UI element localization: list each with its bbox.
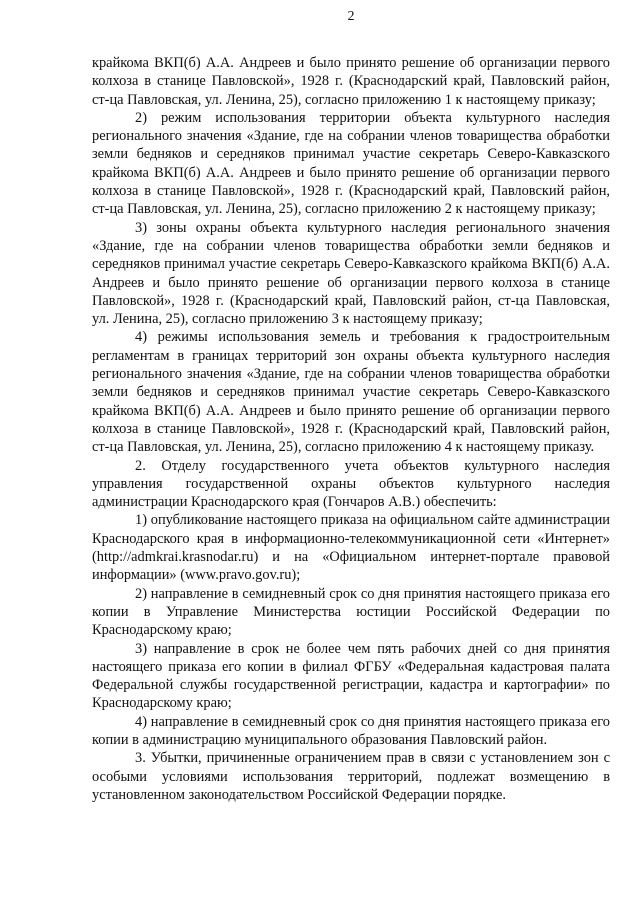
- paragraph-item-3-zones: 3) зоны охраны объекта культурного наследия регионального значения «Здание, где на собрании членов товарищества обработки земли бедняков и середняков принимал участие секретарь Северо-Кавказского крайкома ВКП(б) А.А. Андреев и было принято решение об организации первого колхоза в станице Павловской», 1928 г. (Краснодарский край, Павловский район, ст-ца Павловская, ул. Ленина, 25), согласно приложению 3 к настоящему приказу;: [92, 219, 610, 328]
- paragraph-continuation: крайкома ВКП(б) А.А. Андреев и было принято решение об организации первого колхоза в станице Павловской», 1928 г. (Краснодарский край, Павловский район, ст-ца Павловская, ул. Ленина, 25), согласно приложению 1 к настоящему приказу;: [92, 55, 610, 108]
- paragraph-item-2-regime: 2) режим использования территории объекта культурного наследия регионального значения «Здание, где на собрании членов товарищества обработки земли бедняков и середняков принимал участие секретарь Северо-Кавказского крайкома ВКП(б) А.А. Андреев и было принято решение об организации первого колхоза в станице Павловской», 1928 г. (Краснодарский край, Павловский район, ст-ца Павловская, ул. Ленина, 25), согласно приложению 2 к настоящему приказу;: [92, 109, 610, 218]
- paragraph-section-3: 3. Убытки, причиненные ограничением прав в связи с установлением зон с особыми условиями использования территорий, подлежат возмещению в установленном законодательством Российской Федерации порядке.: [92, 750, 610, 803]
- paragraph-section-2-item-1: 1) опубликование настоящего приказа на официальном сайте администрации Краснодарского края в информационно-телекоммуникационной сети «Интернет» (http://admkrai.krasnodar.ru) и на «Официальном интернет-портале правовой информации» (www.pravo.gov.ru);: [92, 512, 610, 584]
- paragraph-section-2-item-3: 3) направление в срок не более чем пять рабочих дней со дня принятия настоящего приказа его копии в филиал ФГБУ «Федеральная кадастровая палата Федеральной службы государственной регистрации, кадастра и картографии» по Краснодарскому краю;: [92, 640, 610, 712]
- paragraph-section-2: 2. Отделу государственного учета объектов культурного наследия управления государственной охраны объектов культурного наследия администрации Краснодарского края (Гончаров А.В.) обеспечить:: [92, 457, 610, 511]
- paragraph-section-2-item-2: 2) направление в семидневный срок со дня принятия настоящего приказа его копии в Управление Министерства юстиции Российской Федерации по Краснодарскому краю;: [92, 585, 610, 639]
- paragraph-item-4-land-use: 4) режимы использования земель и требования к градостроительным регламентам в границах территорий зон охраны объекта культурного наследия регионального значения «Здание, где на собрании членов товарищества обработки земли бедняков и середняков принимал участие секретарь Северо-Кавказского крайкома ВКП(б) А.А. Андреев и было принято решение об организации первого колхоза в станице Павловской», 1928 г. (Краснодарский край, Павловский район, ст-ца Павловская, ул. Ленина, 25), согласно приложению 4 к настоящему приказу.: [92, 329, 610, 456]
- paragraph-section-2-item-4: 4) направление в семидневный срок со дня принятия настоящего приказа его копии в администрацию муниципального образования Павловский район.: [92, 713, 610, 748]
- page-number: 2: [347, 9, 355, 24]
